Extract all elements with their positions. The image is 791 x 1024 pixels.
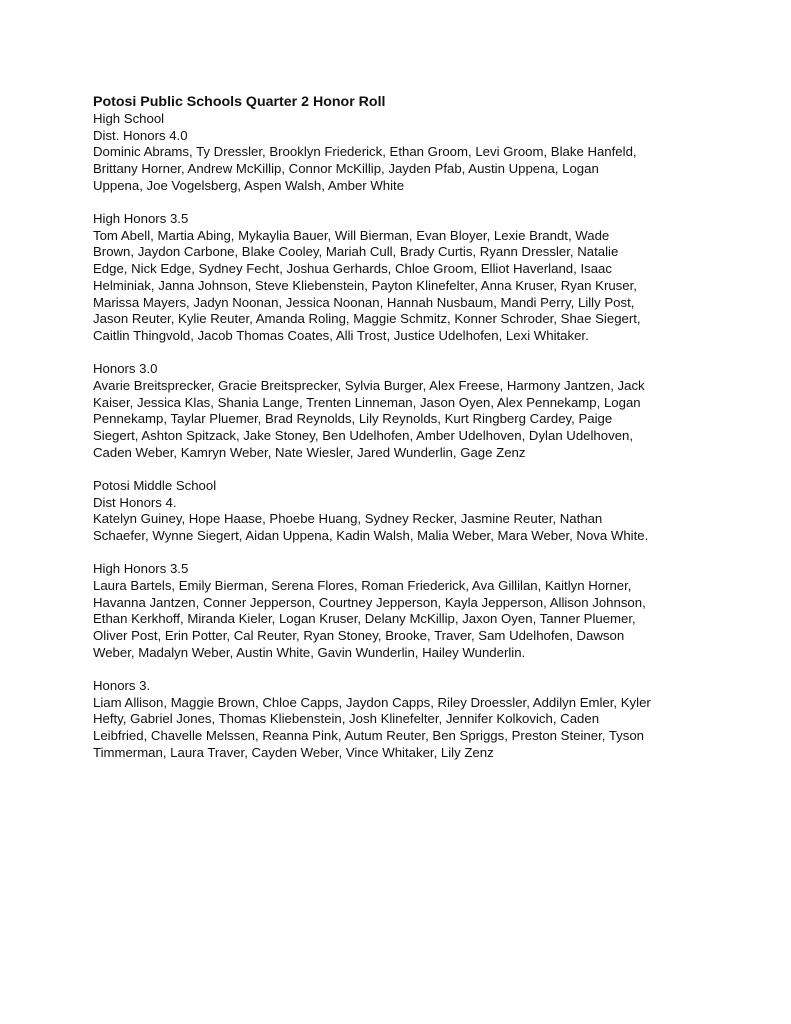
ms-honors-heading: Honors 3. [93,677,151,693]
hs-honors-line: Pennekamp, Taylar Pluemer, Brad Reynolds, Lily Reynolds, Kurt Ringberg Cardey, Paige [93,411,613,427]
section-label-high-school: High School [93,111,165,126]
hs-high-honors-section [93,211,703,345]
ms-dist-honors-line: Katelyn Guiney, Hope Haase, Phoebe Huang, Sydney Recker, Jasmine Reuter, Nathan [93,511,603,527]
ms-high-honors-line: Weber, Madalyn Weber, Austin White, Gavin Wunderlin, Hailey Wunderlin. [93,644,526,660]
hs-honors-line: Kaiser, Jessica Klas, Shania Lange, Trenten Linneman, Jason Oyen, Alex Pennekamp, Logan [93,394,641,410]
ms-dist-honors-line: Schaefer, Wynne Siegert, Aidan Uppena, Kadin Walsh, Malia Weber, Mara Weber, Nova White. [93,527,649,543]
hs-honors-heading: Honors 3.0 [93,361,158,377]
ms-dist-honors-section [93,495,703,545]
hs-high-honors-heading: High Honors 3.5 [93,211,189,227]
hs-high-honors-line: Edge, Nick Edge, Sydney Fecht, Joshua Gerhards, Chloe Groom, Elliot Haverland, Isaac [93,261,612,277]
ms-honors-line: Liam Allison, Maggie Brown, Chloe Capps, Jaydon Capps, Riley Droessler, Addilyn Emler, Kyler [93,694,651,710]
ms-high-honors-line: Laura Bartels, Emily Bierman, Serena Flores, Roman Friederick, Ava Gillilan, Kaitlyn Horner, [93,577,632,593]
hs-high-honors-line: Helminiak, Janna Johnson, Steve Kliebenstein, Payton Klinefelter, Anna Kruser, Ryan Kruser, [93,277,637,293]
hs-high-honors-line: Tom Abell, Martia Abing, Mykaylia Bauer, Will Bierman, Evan Bloyer, Lexie Brandt, Wade [93,227,610,243]
ms-high-honors-section [93,561,703,661]
hs-honors-line: Siegert, Ashton Spitzack, Jake Stoney, Ben Udelhofen, Amber Udelhoven, Dylan Udelhoven, [93,427,634,443]
hs-dist-honors-line: Brittany Horner, Andrew McKillip, Connor McKillip, Jayden Pfab, Austin Uppena, Logan [93,161,599,177]
hs-dist-honors-line: Uppena, Joe Vogelsberg, Aspen Walsh, Amber White [93,177,405,193]
section-label-middle-school: Potosi Middle School [93,477,217,493]
hs-dist-honors-line: Dominic Abrams, Ty Dressler, Brooklyn Friederick, Ethan Groom, Levi Groom, Blake Hanfeld, [93,144,637,160]
honor-roll-document [93,94,703,761]
spacer [93,545,703,562]
hs-dist-honors-section [93,128,703,195]
hs-high-honors-line: Caitlin Thingvold, Jacob Thomas Coates, Alli Trost, Justice Udelhofen, Lexi Whitaker. [93,327,589,343]
hs-honors-line: Caden Weber, Kamryn Weber, Nate Wiesler, Jared Wunderlin, Gage Zenz [93,444,526,460]
spacer [93,461,703,478]
hs-high-honors-line: Jason Reuter, Kylie Reuter, Amanda Roling, Maggie Schmitz, Konner Schroder, Shae Siegert, [93,311,641,327]
ms-honors-line: Hefty, Gabriel Jones, Thomas Kliebenstein, Josh Klinefelter, Jennifer Kolkovich, Caden [93,711,600,727]
ms-high-honors-line: Ethan Kerkhoff, Miranda Kieler, Logan Kruser, Delany McKillip, Jaxon Oyen, Tanner Pluemer, [93,611,636,627]
ms-honors-line: Timmerman, Laura Traver, Cayden Weber, Vince Whitaker, Lily Zenz [93,744,494,760]
hs-dist-honors-heading: Dist. Honors 4.0 [93,127,188,143]
hs-high-honors-line: Marissa Mayers, Jadyn Noonan, Jessica Noonan, Hannah Nusbaum, Mandi Perry, Lilly Post, [93,294,635,310]
hs-high-honors-line: Brown, Jaydon Carbone, Blake Cooley, Mariah Cull, Brady Curtis, Ryann Dressler, Natalie [93,244,619,260]
spacer [93,345,703,362]
spacer [93,195,703,212]
ms-dist-honors-heading: Dist Honors 4. [93,494,177,510]
ms-high-honors-line: Havanna Jantzen, Conner Jepperson, Courtney Jepperson, Kayla Jepperson, Allison Johnson, [93,594,646,610]
hs-honors-section [93,361,703,461]
ms-high-honors-line: Oliver Post, Erin Potter, Cal Reuter, Ryan Stoney, Brooke, Traver, Sam Udelhofen, Dawson [93,627,625,643]
spacer [93,661,703,678]
ms-honors-line: Leibfried, Chavelle Melssen, Reanna Pink, Autum Reuter, Ben Spriggs, Preston Steiner, Tyson [93,728,645,743]
ms-high-honors-heading: High Honors 3.5 [93,561,189,577]
hs-honors-line: Avarie Breitsprecker, Gracie Breitsprecker, Sylvia Burger, Alex Freese, Harmony Jantzen, Jack [93,377,645,393]
ms-honors-section [93,678,703,762]
document-title: Potosi Public Schools Quarter 2 Honor Roll [93,94,386,110]
